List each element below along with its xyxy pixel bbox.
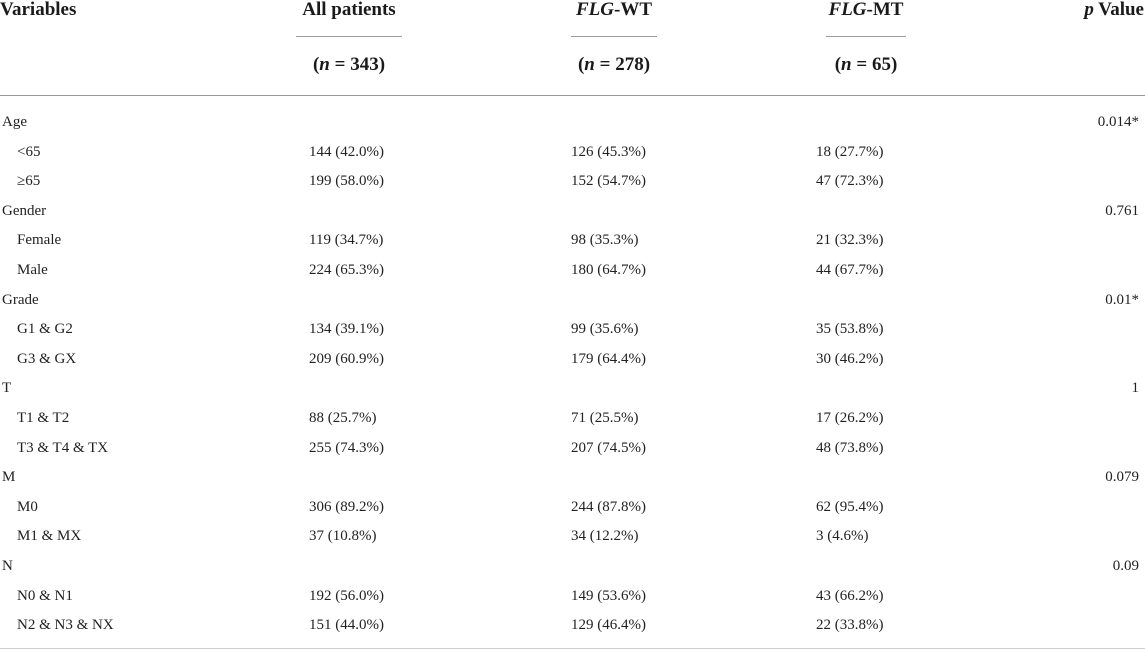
header-flg-wt-count: (n = 278)	[577, 54, 651, 75]
header-p-value-label: p Value	[1084, 0, 1144, 20]
table-row	[0, 226, 1145, 256]
header-all-patients	[296, 0, 402, 75]
row-all-patients: 192 (56.0%)	[309, 587, 384, 604]
header-variables-label: Variables	[0, 0, 77, 20]
header-rule	[826, 36, 906, 37]
header-p-value	[1084, 0, 1144, 20]
header-flg-wt-label: FLG-WT	[576, 0, 652, 20]
row-flg-wt: 244 (87.8%)	[571, 498, 646, 515]
table-row	[0, 522, 1145, 552]
table-row	[0, 286, 1145, 316]
table-header	[0, 0, 1145, 96]
table-row	[0, 552, 1145, 582]
table-row	[0, 404, 1145, 434]
row-flg-wt: 149 (53.6%)	[571, 587, 646, 604]
row-all-patients: 209 (60.9%)	[309, 350, 384, 367]
row-flg-wt: 179 (64.4%)	[571, 350, 646, 367]
row-p-value: 0.09	[1112, 557, 1139, 574]
table-row	[0, 256, 1145, 286]
row-p-value: 1	[1131, 380, 1139, 397]
row-variable: T	[2, 380, 12, 397]
header-variables	[0, 0, 76, 20]
table-row	[0, 315, 1145, 345]
row-all-patients: 144 (42.0%)	[309, 143, 384, 160]
row-all-patients: 119 (34.7%)	[309, 232, 384, 249]
row-flg-mt: 44 (67.7%)	[816, 261, 884, 278]
header-rule	[296, 36, 402, 37]
row-flg-mt: 43 (66.2%)	[816, 587, 884, 604]
row-variable: Male	[17, 261, 48, 278]
row-all-patients: 151 (44.0%)	[309, 617, 384, 634]
row-flg-wt: 34 (12.2%)	[571, 528, 639, 545]
row-all-patients: 37 (10.8%)	[309, 528, 377, 545]
row-p-value: 0.761	[1105, 202, 1139, 219]
row-variable: G1 & G2	[17, 321, 73, 338]
table-row	[0, 138, 1145, 168]
row-variable: Age	[2, 114, 27, 130]
row-p-value: 0.014*	[1097, 114, 1139, 130]
row-variable: T3 & T4 & TX	[17, 439, 109, 456]
row-flg-wt: 152 (54.7%)	[571, 173, 646, 190]
row-flg-wt: 129 (46.4%)	[571, 617, 646, 634]
table-row	[0, 582, 1145, 612]
row-all-patients: 306 (89.2%)	[309, 498, 384, 515]
row-variable: Female	[17, 232, 62, 249]
row-all-patients: 199 (58.0%)	[309, 173, 384, 190]
row-all-patients: 134 (39.1%)	[309, 321, 384, 338]
row-flg-mt: 22 (33.8%)	[816, 617, 884, 634]
header-all-patients-count: (n = 343)	[312, 54, 386, 75]
header-flg-mt-count: (n = 65)	[834, 54, 898, 75]
row-flg-wt: 126 (45.3%)	[571, 143, 646, 160]
row-variable: M1 & MX	[17, 528, 82, 545]
row-variable: N	[2, 557, 13, 574]
table-row	[0, 463, 1145, 493]
table-row	[0, 345, 1145, 375]
row-flg-mt: 35 (53.8%)	[816, 321, 884, 338]
row-flg-wt: 99 (35.6%)	[571, 321, 639, 338]
table-row	[0, 434, 1145, 464]
row-flg-mt: 62 (95.4%)	[816, 498, 884, 515]
row-variable: ≥65	[17, 173, 41, 190]
row-flg-wt: 98 (35.3%)	[571, 232, 639, 249]
row-variable: M0	[17, 498, 38, 515]
row-variable: M	[2, 469, 16, 486]
header-rule	[571, 36, 657, 37]
row-variable: Grade	[2, 291, 39, 308]
row-all-patients: 255 (74.3%)	[309, 439, 384, 456]
row-flg-mt: 17 (26.2%)	[816, 409, 884, 426]
header-flg-mt	[826, 0, 906, 75]
table-body	[0, 108, 1145, 641]
table-row	[0, 493, 1145, 523]
header-all-patients-label: All patients	[302, 0, 396, 20]
table-bottom-rule	[0, 648, 1145, 649]
row-flg-mt: 3 (4.6%)	[816, 528, 869, 545]
row-variable: N0 & N1	[17, 587, 73, 604]
row-flg-wt: 180 (64.7%)	[571, 261, 646, 278]
row-flg-wt: 71 (25.5%)	[571, 409, 639, 426]
table-row	[0, 611, 1145, 641]
row-flg-mt: 30 (46.2%)	[816, 350, 884, 367]
table-row	[0, 108, 1145, 138]
row-p-value: 0.079	[1105, 469, 1139, 486]
row-flg-mt: 47 (72.3%)	[816, 173, 884, 190]
row-variable: T1 & T2	[17, 409, 70, 426]
row-flg-mt: 48 (73.8%)	[816, 439, 884, 456]
table-row	[0, 374, 1145, 404]
row-variable: <65	[17, 143, 41, 160]
header-flg-wt	[571, 0, 657, 75]
table-row	[0, 197, 1145, 227]
row-variable: N2 & N3 & NX	[17, 617, 114, 634]
row-variable: Gender	[2, 202, 47, 219]
row-p-value: 0.01*	[1105, 291, 1139, 308]
row-flg-mt: 21 (32.3%)	[816, 232, 884, 249]
row-all-patients: 224 (65.3%)	[309, 261, 384, 278]
row-all-patients: 88 (25.7%)	[309, 409, 377, 426]
row-flg-wt: 207 (74.5%)	[571, 439, 646, 456]
row-flg-mt: 18 (27.7%)	[816, 143, 884, 160]
header-flg-mt-label: FLG-MT	[828, 0, 904, 20]
row-variable: G3 & GX	[17, 350, 77, 367]
table-row	[0, 167, 1145, 197]
